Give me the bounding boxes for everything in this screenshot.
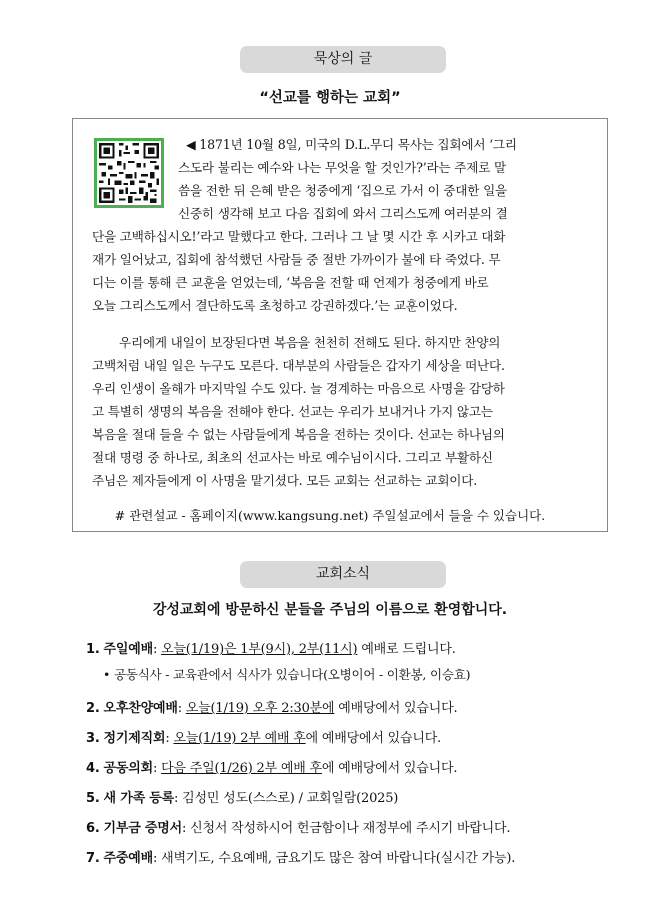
paragraph-2-line-5: 복음을 절대 들을 수 없는 사람들에게 복음을 전하는 것이다. 선교는 하나님의 (92, 427, 505, 442)
news-item-1: 1. 주일예배: 오늘(1/19)은 1부(9시), 2부(11시) 예배로 드립니다. (86, 642, 456, 657)
paragraph-1-line-6: 재가 일어났고, 집회에 참석했던 사람들 중 절반 가까이가 불에 타 죽었다. 무 (92, 252, 501, 267)
news-item-7: 7. 주중예배: 새벽기도, 수요예배, 금요기도 많은 참여 바랍니다(실시간 가능). (86, 851, 516, 866)
paragraph-2-line-2: 고백처럼 내일 일은 누구도 모른다. 대부분의 사람들은 갑자기 세상을 떠난다. (92, 358, 505, 373)
news-item-4: 4. 공동의회: 다음 주일(1/26) 2부 예배 후에 예배당에서 있습니다. (86, 761, 458, 776)
paragraph-1-line-8: 오늘 그리스도께서 결단하도록 초청하고 강권하겠다.’는 교훈이었다. (92, 298, 458, 313)
paragraph-2-line-3: 우리 인생이 올해가 마지막일 수도 있다. 늘 경계하는 마음으로 사명을 감당하 (92, 381, 505, 396)
paragraph-2-line-7: 주님은 제자들에게 이 사명을 맡기셨다. 모든 교회는 선교하는 교회이다. (92, 473, 478, 488)
paragraph-1-line-5: 단을 고백하십시오!’라고 말했다고 한다. 그러나 그 날 몇 시간 후 시카고 대화 (92, 229, 506, 244)
meditation-title: “선교를 행하는 교회” (259, 90, 401, 106)
paragraph-1-line-1: ◀ 1871년 10월 8일, 미국의 D.L.무디 목사는 집회에서 ‘그리 (186, 137, 517, 152)
news-item-2: 2. 오후찬양예배: 오늘(1/19) 오후 2:30분에 예배당에서 있습니다. (86, 701, 458, 716)
paragraph-2-line-6: 절대 명령 중 하나로, 최초의 선교사는 바로 예수님이시다. 그리고 부활하신 (92, 450, 493, 465)
section-label-news: 교회소식 (240, 561, 446, 588)
paragraph-2-line-4: 고 특별히 생명의 복음을 전해야 한다. 선교는 우리가 보내거나 가지 않고는 (92, 404, 493, 419)
paragraph-2-line-1: 우리에게 내일이 보장된다면 복음을 천천히 전해도 된다. 하지만 찬양의 (119, 335, 501, 350)
news-sub-bullet: • 공동식사 - 교육관에서 식사가 있습니다(오병이어 - 이환봉, 이승효) (103, 667, 471, 682)
welcome-message: 강성교회에 방문하신 분들을 주님의 이름으로 환영합니다. (152, 602, 508, 618)
news-item-3: 3. 정기제직회: 오늘(1/19) 2부 예배 후에 예배당에서 있습니다. (86, 731, 441, 746)
paragraph-1-line-4: 신중히 생각해 보고 다음 집회에 와서 그리스도께 여러분의 결 (178, 206, 508, 221)
news-item-5: 5. 새 가족 등록: 김성민 성도(스스로) / 교회일람(2025) (86, 791, 399, 806)
qr-code-icon[interactable] (94, 138, 164, 208)
sermon-reference-note: # 관련설교 - 홈페이지(www.kangsung.net) 주일설교에서 들을 수 있습니다. (114, 508, 546, 523)
paragraph-1-line-2: 스도라 불리는 예수와 나는 무엇을 할 것인가?’라는 주제로 말 (178, 160, 506, 175)
paragraph-1-line-7: 디는 이를 통해 큰 교훈을 얻었는데, ‘복음을 전할 때 언제가 청중에게 바로 (92, 275, 489, 290)
paragraph-1-line-3: 씀을 전한 뒤 은혜 받은 청중에게 ‘집으로 가서 이 중대한 일을 (178, 183, 508, 198)
section-label-meditation: 묵상의 글 (240, 46, 446, 73)
news-item-6: 6. 기부금 증명서: 신청서 작성하시어 헌금함이나 재정부에 주시기 바랍니다. (86, 821, 511, 836)
